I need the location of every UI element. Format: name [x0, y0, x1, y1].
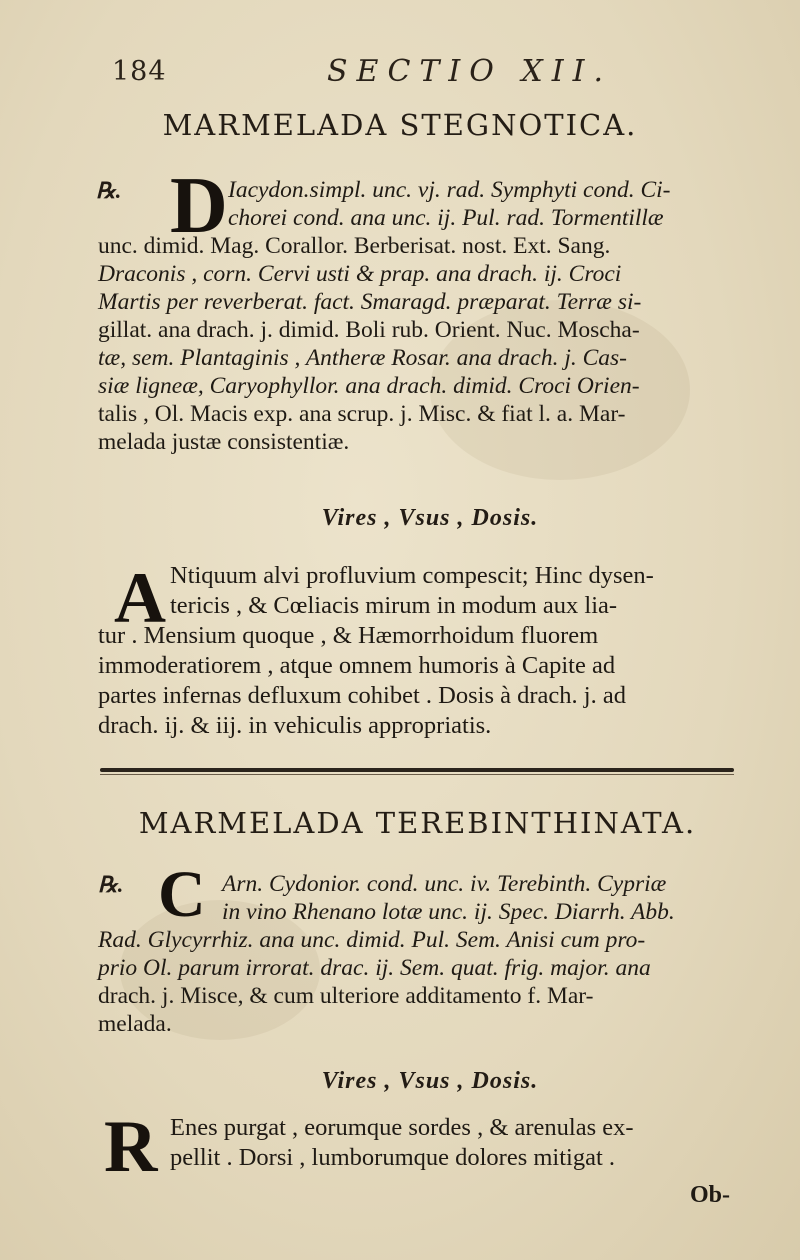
recipe-symbol: ℞. [96, 178, 122, 203]
section-subheading: Vires , Vsus , Dosis. [321, 505, 539, 531]
text-line: siæ ligneæ, Caryophyllor. ana drach. dimid. Croci Orien- [98, 373, 640, 399]
text-line: in vino Rhenano lotæ unc. ij. Spec. Diarrh. Abb. [222, 899, 675, 925]
running-title: SECTIO XII. [327, 54, 612, 89]
text-line: pellit . Dorsi , lumborumque dolores mitigat . [170, 1144, 616, 1171]
text-line: gillat. ana drach. j. dimid. Boli rub. Orient. Nuc. Moscha- [98, 317, 640, 343]
text-line: tæ, sem. Plantaginis , Antheræ Rosar. ana drach. j. Cas- [98, 345, 627, 371]
drop-capital: C [158, 858, 206, 931]
section-subheading: Vires , Vsus , Dosis. [321, 1068, 539, 1094]
text-line: tur . Mensium quoque , & Hæmorrhoidum fluorem [98, 622, 599, 649]
text-line: Ntiquum alvi profluvium compescit; Hinc dysen- [170, 562, 654, 589]
text-line: partes infernas defluxum cohibet . Dosis à drach. j. ad [98, 682, 626, 709]
divider-rule [100, 774, 734, 775]
text-line: drach. j. Misce, & cum ulteriore additamento f. Mar- [98, 983, 594, 1009]
text-line: Draconis , corn. Cervi usti & prap. ana drach. ij. Croci [98, 261, 622, 287]
text-line: Enes purgat , eorumque sordes , & arenulas ex- [170, 1114, 634, 1141]
recipe-title: MARMELADA TEREBINTHINATA. [138, 806, 697, 840]
text-line: melada. [98, 1011, 172, 1037]
text-line: drach. ij. & iij. in vehiculis appropriatis. [98, 712, 492, 739]
drop-capital: D [170, 162, 228, 250]
text-line: tericis , & Cœliacis mirum in modum aux lia- [170, 592, 618, 619]
running-head [112, 48, 752, 88]
drop-capital: R [104, 1106, 158, 1188]
text-line: Martis per reverberat. fact. Smaragd. præparat. Terræ si- [98, 289, 642, 315]
divider-rule [100, 768, 734, 772]
text-line: Rad. Glycyrrhiz. ana unc. dimid. Pul. Sem. Anisi cum pro- [98, 927, 646, 953]
text-line: unc. dimid. Mag. Corallor. Berberisat. nost. Ext. Sang. [98, 233, 611, 259]
text-line: Iacydon.simpl. unc. vj. rad. Symphyti cond. Ci- [228, 177, 671, 203]
page-number: 184 [112, 56, 167, 87]
text-line: immoderatiorem , atque omnem humoris à Capite ad [98, 652, 616, 679]
text-line: chorei cond. ana unc. ij. Pul. rad. Tormentillæ [228, 205, 664, 231]
text-line: prio Ol. parum irrorat. drac. ij. Sem. quat. frig. major. ana [98, 955, 651, 981]
recipe-symbol: ℞. [98, 872, 124, 897]
recipe-title: MARMELADA STEGNOTICA. [162, 108, 638, 142]
catchword: Ob- [690, 1182, 731, 1208]
text-line: talis , Ol. Macis exp. ana scrup. j. Misc. & fiat l. a. Mar- [98, 401, 626, 427]
text-line: Arn. Cydonior. cond. unc. iv. Terebinth. Cypriæ [222, 871, 667, 897]
drop-capital: A [114, 558, 166, 638]
text-line: melada justæ consistentiæ. [98, 429, 350, 455]
